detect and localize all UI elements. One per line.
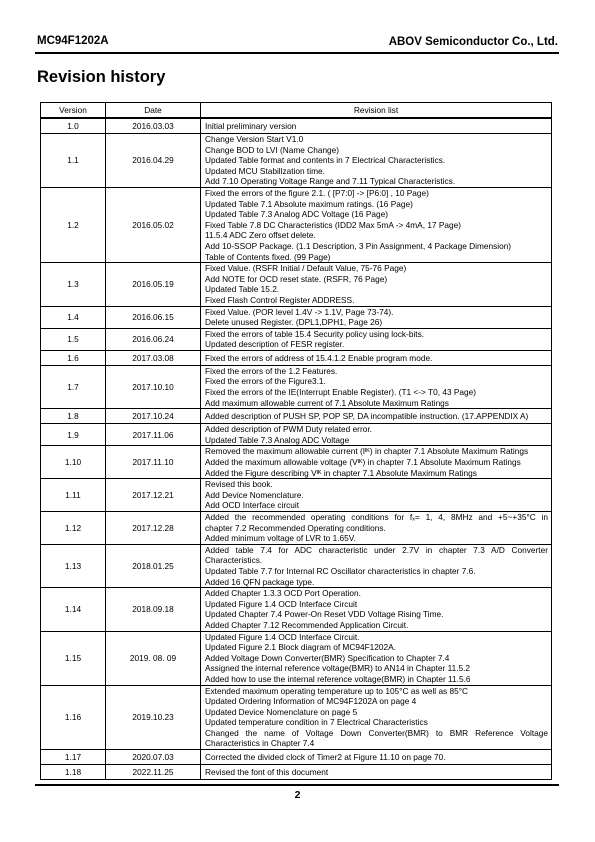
table-row xyxy=(41,134,552,188)
revision-date: 2018.01.25 xyxy=(106,544,201,587)
revision-description xyxy=(201,512,552,545)
revision-line: Added the recommended operating conditions for fₓ= 1, 4, 8MHz and +5~+35°C in xyxy=(205,512,548,522)
revision-line: Added 16 QFN package type. xyxy=(205,576,315,587)
revision-description xyxy=(201,479,552,512)
table-row xyxy=(41,328,552,350)
revision-date: 2016.03.03 xyxy=(106,118,201,134)
revision-line: Initial preliminary version xyxy=(205,120,297,131)
revision-version: 1.16 xyxy=(41,685,106,750)
page-number: 2 xyxy=(294,789,301,801)
revision-line: Delete unused Register. (DPL1,DPH1, Page 26) xyxy=(205,317,383,328)
footer-rule xyxy=(35,784,559,786)
revision-line: Added the Figure describing Vᴵᴷ in chapter 7.1 Absolute Maximum Ratings xyxy=(205,467,477,478)
page-title: Revision history xyxy=(37,68,166,86)
revision-table-body xyxy=(41,118,552,780)
revision-line: Add NOTE for OCD reset state. (RSFR, 76 Page) xyxy=(205,273,388,284)
revision-description xyxy=(201,350,552,365)
revision-version: 1.13 xyxy=(41,544,106,587)
revision-date: 2017.10.10 xyxy=(106,365,201,408)
document-chip-name: MC94F1202A xyxy=(37,35,109,47)
revision-description xyxy=(201,631,552,685)
revision-version: 1.6 xyxy=(41,350,106,365)
revision-version: 1.10 xyxy=(41,446,106,479)
revision-line: Added Voltage Down Converter(BMR) Specification to Chapter 7.4 xyxy=(205,652,450,663)
revision-description xyxy=(201,306,552,328)
column-header-date: Date xyxy=(106,103,201,119)
revision-description xyxy=(201,685,552,750)
revision-description xyxy=(201,446,552,479)
revision-table-header xyxy=(41,103,552,119)
revision-line: Added Chapter 7.12 Recommended Application Circuit. xyxy=(205,619,409,630)
table-row xyxy=(41,765,552,780)
revision-date: 2016.05.02 xyxy=(106,187,201,262)
revision-date: 2016.04.29 xyxy=(106,134,201,188)
revision-date: 2022.11.25 xyxy=(106,765,201,780)
revision-date: 2020.07.03 xyxy=(106,750,201,765)
revision-line: Add Device Nomenclature. xyxy=(205,489,304,500)
revision-line: Fixed Value. (POR level 1.4V -> 1.1V, Page 73-74). xyxy=(205,306,394,317)
revision-version: 1.8 xyxy=(41,409,106,424)
revision-line: Added table 7.4 for ADC characteristic under 2.7V in chapter 7.3 A/D Converter xyxy=(205,544,548,555)
revision-line: Fixed the errors of address of 15.4.1.2 Enable program mode. xyxy=(205,352,433,363)
revision-date: 2017.12.21 xyxy=(106,479,201,512)
revision-description xyxy=(201,424,552,446)
revision-version: 1.1 xyxy=(41,134,106,188)
revision-line: Updated Figure 1.4 OCD Interface Circuit. xyxy=(205,631,360,642)
header-rule xyxy=(35,52,559,54)
revision-line: Fixed the errors of the Figure3.1. xyxy=(205,376,326,387)
revision-date: 2019.10.23 xyxy=(106,685,201,750)
revision-line: Add 7.10 Operating Voltage Range and 7.11 Typical Characteristics. xyxy=(205,176,456,187)
revision-version: 1.9 xyxy=(41,424,106,446)
revision-line: Add OCD Interface circuit xyxy=(205,500,300,511)
revision-version: 1.18 xyxy=(41,765,106,780)
revision-line: Updated Table 7.7 for Internal RC Oscillator characteristics in chapter 7.6. xyxy=(205,565,476,576)
company-name: ABOV Semiconductor Co., Ltd. xyxy=(388,36,558,48)
table-row xyxy=(41,512,552,545)
revision-line: Characteristics. xyxy=(205,555,263,566)
revision-description xyxy=(201,765,552,780)
revision-line: Updated Table 7.3 Analog ADC Voltage xyxy=(205,434,350,445)
revision-description xyxy=(201,328,552,350)
revision-version: 1.17 xyxy=(41,750,106,765)
revision-line: Extended maximum operating temperature up to 105°C as well as 85°C xyxy=(205,685,469,696)
revision-line: Add 10-SSOP Package. (1.1 Description, 3 Pin Assignment, 4 Package Dimension) xyxy=(205,240,512,251)
revision-date: 2017.12.28 xyxy=(106,512,201,545)
revision-line: Revised the font of this document xyxy=(205,766,329,777)
revision-version: 1.0 xyxy=(41,118,106,134)
table-row xyxy=(41,350,552,365)
revision-line: Change BOD to LVI (Name Change) xyxy=(205,144,340,155)
table-row xyxy=(41,306,552,328)
revision-line: Updated MCU Stabillzation time. xyxy=(205,165,325,176)
revision-line: Updated Table 7.3 Analog ADC Voltage (16 Page) xyxy=(205,209,388,220)
revision-date: 2016.05.19 xyxy=(106,263,201,306)
revision-version: 1.12 xyxy=(41,512,106,545)
revision-line: Added the maximum allowable voltage (Vᴵᴷ) in chapter 7.1 Absolute Maximum Ratings xyxy=(205,457,521,468)
revision-version: 1.3 xyxy=(41,263,106,306)
revision-line: Changed the name of Voltage Down Converter(BMR) to BMR Reference Voltage xyxy=(205,727,548,738)
revision-line: Updated Table format and contents in 7 Electrical Characteristics. xyxy=(205,155,446,166)
table-row xyxy=(41,479,552,512)
column-header-revision-list: Revision list xyxy=(201,103,552,119)
revision-description xyxy=(201,544,552,587)
revision-version: 1.4 xyxy=(41,306,106,328)
table-row xyxy=(41,750,552,765)
revision-line: Added description of PUSH SP, POP SP, DA incompatible instruction. (17.APPENDIX A) xyxy=(205,410,529,421)
revision-line: Fixed Table 7.8 DC Characteristics (IDD2 Max 5mA -> 4mA, 17 Page) xyxy=(205,219,461,230)
revision-line: Change Version Start V1.0 xyxy=(205,134,304,144)
revision-line: Characteristics in Chapter 7.4 xyxy=(205,738,315,749)
revision-line: Fixed the errors of the figure 2.1. ( [P7:0] -> [P6:0] , 10 Page) xyxy=(205,187,429,198)
revision-line: Assigned the internal reference voltage(BMR) to AN14 in Chapter 11.5.2 xyxy=(205,663,471,674)
revision-version: 1.14 xyxy=(41,588,106,631)
revision-line: Table of Contents fixed. (99 Page) xyxy=(205,251,331,262)
table-row xyxy=(41,544,552,587)
revision-line: Added description of PWM Duty related error. xyxy=(205,424,372,435)
revision-line: Fixed Value. (RSFR Initial / Default Value, 75-76 Page) xyxy=(205,263,407,274)
table-row xyxy=(41,424,552,446)
revision-line: Updated Figure 2.1 Block diagram of MC94F1202A. xyxy=(205,642,396,653)
table-row xyxy=(41,263,552,306)
revision-date: 2018.09.18 xyxy=(106,588,201,631)
revision-version: 1.11 xyxy=(41,479,106,512)
table-row xyxy=(41,685,552,750)
table-row xyxy=(41,365,552,408)
revision-table xyxy=(40,102,552,780)
revision-date: 2016.06.24 xyxy=(106,328,201,350)
revision-version: 1.15 xyxy=(41,631,106,685)
revision-line: Updated Table 7.1 Absolute maximum ratings. (16 Page) xyxy=(205,198,413,209)
revision-date: 2017.11.06 xyxy=(106,424,201,446)
revision-description xyxy=(201,134,552,188)
revision-date: 2017.10.24 xyxy=(106,409,201,424)
revision-line: Add maximum allowable current of 7.1 Absolute Maximum Ratings xyxy=(205,397,449,408)
revision-line: Updated Figure 1.4 OCD Interface Circuit xyxy=(205,598,358,609)
revision-line: chapter 7.2 Recommended Operating conditions. xyxy=(205,522,386,533)
revision-date: 2017.11.10 xyxy=(106,446,201,479)
revision-version: 1.5 xyxy=(41,328,106,350)
revision-description xyxy=(201,750,552,765)
revision-description xyxy=(201,263,552,306)
revision-line: Added minimum voltage of LVR to 1.65V. xyxy=(205,533,356,544)
revision-line: Fixed the errors of the 1.2 Features. xyxy=(205,365,338,376)
revision-line: Updated Device Nomenclature on page 5 xyxy=(205,706,358,717)
revision-version: 1.7 xyxy=(41,365,106,408)
table-row xyxy=(41,409,552,424)
revision-description xyxy=(201,118,552,134)
revision-date: 2019. 08. 09 xyxy=(106,631,201,685)
revision-line: Fixed the errors of the IE(Interrupt Enable Register). (T1 <-> T0, 43 Page) xyxy=(205,387,477,398)
revision-date: 2016.06.15 xyxy=(106,306,201,328)
revision-description xyxy=(201,187,552,262)
table-row xyxy=(41,187,552,262)
revision-line: Revised this book. xyxy=(205,479,273,490)
revision-line: Updated Table 15.2. xyxy=(205,284,280,295)
table-row xyxy=(41,588,552,631)
revision-line: Removed the maximum allowable current (Iᴵᴷ) in chapter 7.1 Absolute Maximum Ratings xyxy=(205,446,529,457)
revision-line: Updated description of FESR register. xyxy=(205,339,345,350)
table-row xyxy=(41,118,552,134)
revision-line: Fixed the errors of table 15.4 Security policy using lock-bits. xyxy=(205,328,425,339)
revision-description xyxy=(201,588,552,631)
revision-line: Corrected the divided clock of Timer2 at Figure 11.10 on page 70. xyxy=(205,751,446,762)
table-row xyxy=(41,446,552,479)
column-header-version: Version xyxy=(41,103,106,119)
revision-line: Fixed Flash Control Register ADDRESS. xyxy=(205,294,355,305)
revision-line: Updated temperature condition in 7 Electrical Characteristics xyxy=(205,717,428,728)
revision-line: Added Chapter 1.3.3 OCD Port Operation. xyxy=(205,588,361,599)
revision-line: Added how to use the internal reference voltage(BMR) in Chapter 11.5.6 xyxy=(205,673,471,684)
revision-description xyxy=(201,365,552,408)
revision-line: Updated Chapter 7.4 Power-On Reset VDD Voltage Rising Time. xyxy=(205,609,444,620)
revision-date: 2017.03.08 xyxy=(106,350,201,365)
revision-description xyxy=(201,409,552,424)
table-row xyxy=(41,631,552,685)
revision-line: Updated Ordering Information of MC94F1202A on page 4 xyxy=(205,696,417,707)
revision-line: 11.5.4 ADC Zero offset delete. xyxy=(205,230,316,241)
revision-version: 1.2 xyxy=(41,187,106,262)
